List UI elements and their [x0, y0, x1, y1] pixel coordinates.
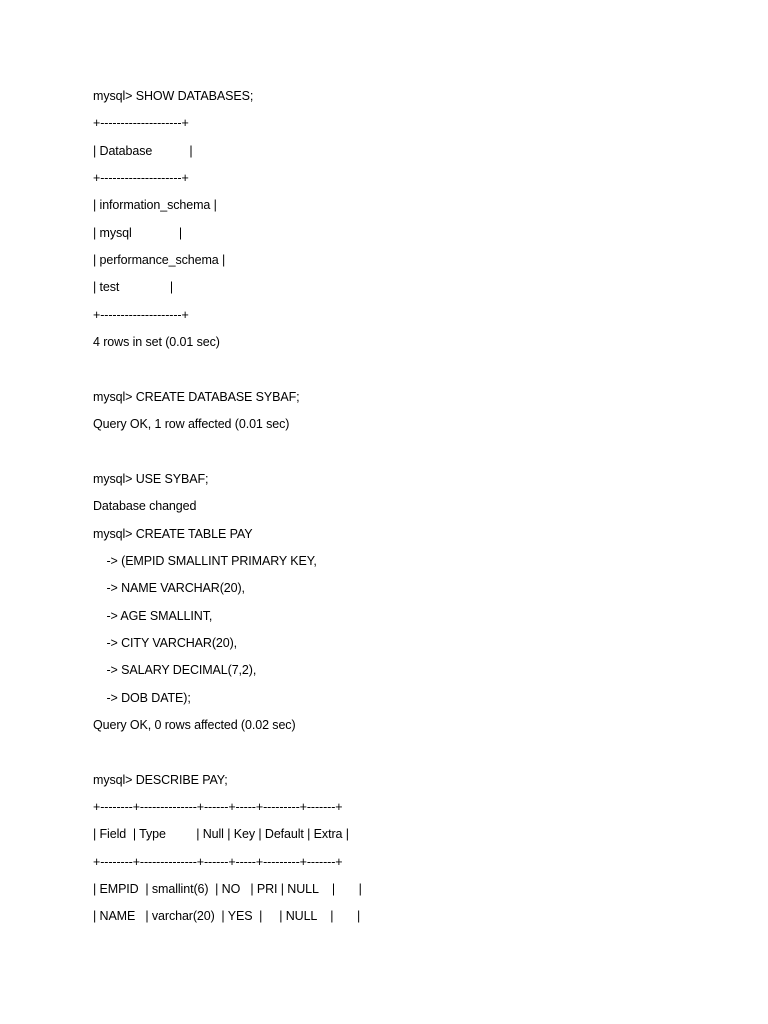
transcript-line: -> DOB DATE);	[93, 690, 191, 705]
transcript-line: +--------+--------------+------+-----+---------+-------+	[93, 799, 343, 814]
transcript-line: mysql> CREATE DATABASE SYBAF;	[93, 389, 300, 404]
transcript-line: 4 rows in set (0.01 sec)	[93, 335, 220, 350]
transcript-line: | Database |	[93, 143, 193, 158]
blank-line	[93, 359, 733, 386]
transcript-line: mysql> DESCRIBE PAY;	[93, 772, 228, 787]
transcript-line: Query OK, 0 rows affected (0.02 sec)	[93, 717, 296, 732]
transcript-line: mysql> USE SYBAF;	[93, 471, 209, 486]
transcript-line: mysql> CREATE TABLE PAY	[93, 526, 253, 541]
transcript-line: | NAME | varchar(20) | YES | | NULL | |	[93, 909, 361, 924]
transcript-line: | performance_schema |	[93, 253, 226, 268]
transcript-line: Database changed	[93, 499, 197, 514]
transcript-line: +--------------------+	[93, 307, 189, 322]
transcript-line: -> CITY VARCHAR(20),	[93, 635, 238, 650]
transcript-line: mysql> SHOW DATABASES;	[93, 89, 254, 103]
transcript-line: +--------------------+	[93, 171, 189, 186]
blank-line	[93, 742, 733, 769]
transcript-line: +--------+--------------+------+-----+---------+-------+	[93, 854, 343, 869]
transcript-line: | Field | Type | Null | Key | Default | Extra |	[93, 827, 349, 842]
transcript-line: Query OK, 1 row affected (0.01 sec)	[93, 417, 290, 432]
transcript-line: | information_schema |	[93, 198, 217, 213]
transcript-line: -> AGE SMALLINT,	[93, 608, 213, 623]
transcript-line: +--------------------+	[93, 116, 189, 131]
transcript-line: | mysql |	[93, 225, 183, 240]
transcript-line: -> NAME VARCHAR(20),	[93, 581, 245, 596]
transcript-line: -> (EMPID SMALLINT PRIMARY KEY,	[93, 553, 317, 568]
transcript-line: -> SALARY DECIMAL(7,2),	[93, 663, 257, 678]
blank-line	[93, 441, 733, 468]
transcript-line: | test |	[93, 280, 174, 295]
transcript-line: | EMPID | smallint(6) | NO | PRI | NULL | |	[93, 881, 362, 896]
mysql-session-transcript	[93, 86, 733, 934]
